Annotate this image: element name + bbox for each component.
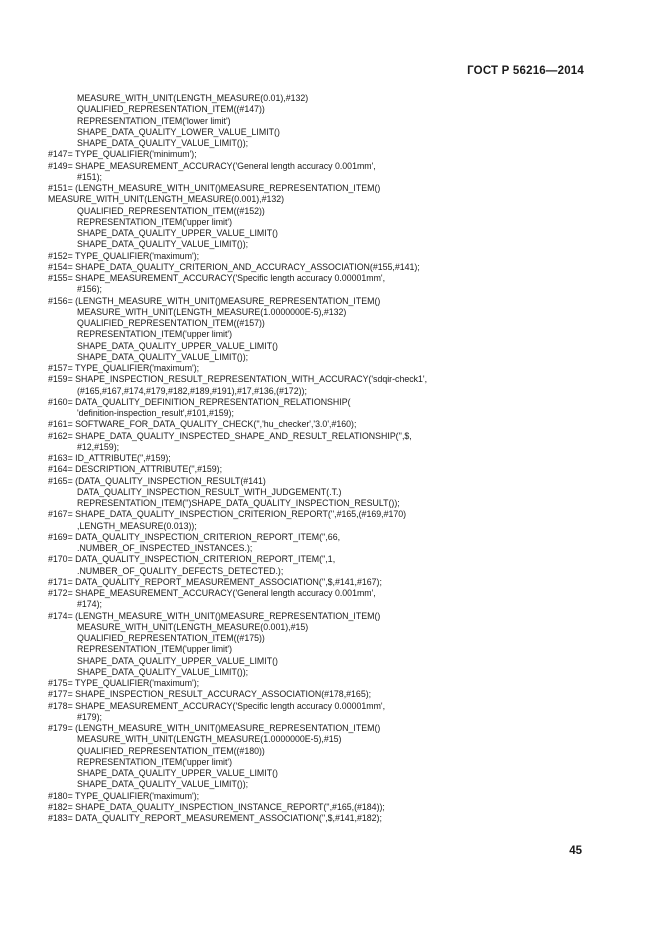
document-body — [48, 93, 608, 824]
code-line: SHAPE_DATA_QUALITY_UPPER_VALUE_LIMIT() — [77, 655, 278, 666]
code-line: .NUMBER_OF_INSPECTED_INSTANCES.); — [77, 543, 253, 553]
code-line: #163= ID_ATTRIBUTE('',#159); — [48, 453, 171, 463]
code-line: MEASURE_WITH_UNIT(LENGTH_MEASURE(1.0000000E-5),#15) — [77, 734, 342, 745]
code-line: #151); — [77, 171, 102, 182]
code-line: #172= SHAPE_MEASUREMENT_ACCURACY('General length accuracy 0.001mm', — [48, 588, 376, 598]
code-line: DATA_QUALITY_INSPECTION_RESULT_WITH_JUDGEMENT(.T.) — [77, 486, 342, 497]
code-line: #174); — [77, 599, 102, 610]
code-line: #164= DESCRIPTION_ATTRIBUTE('',#159); — [48, 464, 223, 475]
code-line: #167= SHAPE_DATA_QUALITY_INSPECTION_CRITERION_REPORT('',#165,(#169,#170) — [48, 509, 407, 520]
code-line: #155= SHAPE_MEASUREMENT_ACCURACY('Specific length accuracy 0.00001mm', — [48, 273, 386, 283]
code-line: #175= TYPE_QUALIFIER('maximum'); — [48, 678, 200, 688]
code-line: #159= SHAPE_INSPECTION_RESULT_REPRESENTATION_WITH_ACCURACY('sdqir-check1', — [48, 374, 428, 385]
code-line: #160= DATA_QUALITY_DEFINITION_REPRESENTATION_RELATIONSHIP( — [48, 396, 351, 407]
code-line: #174= (LENGTH_MEASURE_WITH_UNIT()MEASURE_REPRESENTATION_ITEM() — [48, 610, 381, 621]
code-line: MEASURE_WITH_UNIT(LENGTH_MEASURE(1.0000000E-5),#132) — [77, 306, 347, 317]
code-line: 'definition-inspection_result',#101,#159); — [77, 408, 234, 418]
code-line: (#165,#167,#174,#179,#182,#189,#191),#17,#136,(#172)); — [77, 385, 307, 396]
code-line: ,LENGTH_MEASURE(0.013)); — [77, 520, 197, 531]
code-line: #165= (DATA_QUALITY_INSPECTION_RESULT(#141) — [48, 475, 266, 486]
code-line: SHAPE_DATA_QUALITY_UPPER_VALUE_LIMIT() — [77, 768, 278, 778]
code-line: #157= TYPE_QUALIFIER('maximum'); — [48, 363, 200, 373]
code-line: SHAPE_DATA_QUALITY_UPPER_VALUE_LIMIT() — [77, 340, 278, 351]
code-line: REPRESENTATION_ITEM('upper limit') — [77, 756, 233, 767]
code-line: QUALIFIED_REPRESENTATION_ITEM((#180)) — [77, 745, 265, 756]
code-line: #161= SOFTWARE_FOR_DATA_QUALITY_CHECK('','hu_checker','3.0',#160); — [48, 419, 357, 430]
code-line: #179= (LENGTH_MEASURE_WITH_UNIT()MEASURE_REPRESENTATION_ITEM() — [48, 723, 381, 733]
code-line: #169= DATA_QUALITY_INSPECTION_CRITERION_REPORT_ITEM('',66, — [48, 531, 341, 542]
code-line: QUALIFIED_REPRESENTATION_ITEM((#157)) — [77, 318, 265, 328]
code-line: SHAPE_DATA_QUALITY_VALUE_LIMIT()); — [77, 779, 249, 790]
code-line: QUALIFIED_REPRESENTATION_ITEM((#175)) — [77, 633, 265, 643]
code-line: QUALIFIED_REPRESENTATION_ITEM((#152)) — [77, 205, 265, 216]
code-line: SHAPE_DATA_QUALITY_VALUE_LIMIT()); — [77, 239, 249, 250]
code-line: #156= (LENGTH_MEASURE_WITH_UNIT()MEASURE_REPRESENTATION_ITEM() — [48, 295, 381, 306]
code-line: MEASURE_WITH_UNIT(LENGTH_MEASURE(0.001),#15) — [77, 621, 309, 632]
code-line: #177= SHAPE_INSPECTION_RESULT_ACCURACY_ASSOCIATION(#178,#165); — [48, 689, 372, 700]
code-line: MEASURE_WITH_UNIT(LENGTH_MEASURE(0.01),#132) — [77, 93, 309, 103]
page-number: 45 — [569, 845, 582, 857]
code-line: #12,#159); — [77, 441, 120, 452]
code-line: #183= DATA_QUALITY_REPORT_MEASUREMENT_ASSOCIATION('',$,#141,#182); — [48, 813, 382, 823]
code-line: SHAPE_DATA_QUALITY_VALUE_LIMIT()); — [77, 666, 249, 677]
code-line: #170= DATA_QUALITY_INSPECTION_CRITERION_REPORT_ITEM('',1, — [48, 554, 336, 565]
code-line: SHAPE_DATA_QUALITY_VALUE_LIMIT()); — [77, 138, 249, 148]
code-line: #179); — [77, 711, 102, 722]
code-line: SHAPE_DATA_QUALITY_LOWER_VALUE_LIMIT() — [77, 126, 280, 137]
code-line: #180= TYPE_QUALIFIER('maximum'); — [48, 790, 200, 801]
code-line: MEASURE_WITH_UNIT(LENGTH_MEASURE(0.001),#132) — [48, 194, 285, 205]
code-line: REPRESENTATION_ITEM('upper limit') — [77, 644, 233, 655]
code-line: #149= SHAPE_MEASUREMENT_ACCURACY('General length accuracy 0.001mm', — [48, 160, 376, 171]
code-line: SHAPE_DATA_QUALITY_UPPER_VALUE_LIMIT() — [77, 228, 278, 238]
code-line: SHAPE_DATA_QUALITY_VALUE_LIMIT()); — [77, 351, 249, 362]
code-line: .NUMBER_OF_QUALITY_DEFECTS_DETECTED.); — [77, 565, 284, 576]
code-line: #178= SHAPE_MEASUREMENT_ACCURACY('Specific length accuracy 0.00001mm', — [48, 700, 386, 711]
code-line: #162= SHAPE_DATA_QUALITY_INSPECTED_SHAPE_AND_RESULT_RELATIONSHIP('',$, — [48, 430, 412, 441]
code-line: #147= TYPE_QUALIFIER('minimum'); — [48, 149, 197, 160]
code-line: REPRESENTATION_ITEM('upper limit') — [77, 216, 233, 227]
code-line: #156); — [77, 284, 102, 295]
code-line: #171= DATA_QUALITY_REPORT_MEASUREMENT_ASSOCIATION('',$,#141,#167); — [48, 576, 382, 587]
code-line: #182= SHAPE_DATA_QUALITY_INSPECTION_INSTANCE_REPORT('',#165,(#184)); — [48, 801, 385, 812]
code-line: QUALIFIED_REPRESENTATION_ITEM((#147)) — [77, 104, 265, 115]
code-line: REPRESENTATION_ITEM('lower limit') — [77, 115, 231, 126]
code-line: REPRESENTATION_ITEM('')SHAPE_DATA_QUALITY_INSPECTION_RESULT()); — [77, 498, 400, 508]
page-header: ГОСТ Р 56216—2014 — [467, 65, 584, 77]
code-line: #154= SHAPE_DATA_QUALITY_CRITERION_AND_ACCURACY_ASSOCIATION(#155,#141); — [48, 261, 420, 272]
code-line: #152= TYPE_QUALIFIER('maximum'); — [48, 250, 200, 261]
code-line: REPRESENTATION_ITEM('upper limit') — [77, 329, 233, 340]
code-line: #151= (LENGTH_MEASURE_WITH_UNIT()MEASURE_REPRESENTATION_ITEM() — [48, 183, 381, 193]
